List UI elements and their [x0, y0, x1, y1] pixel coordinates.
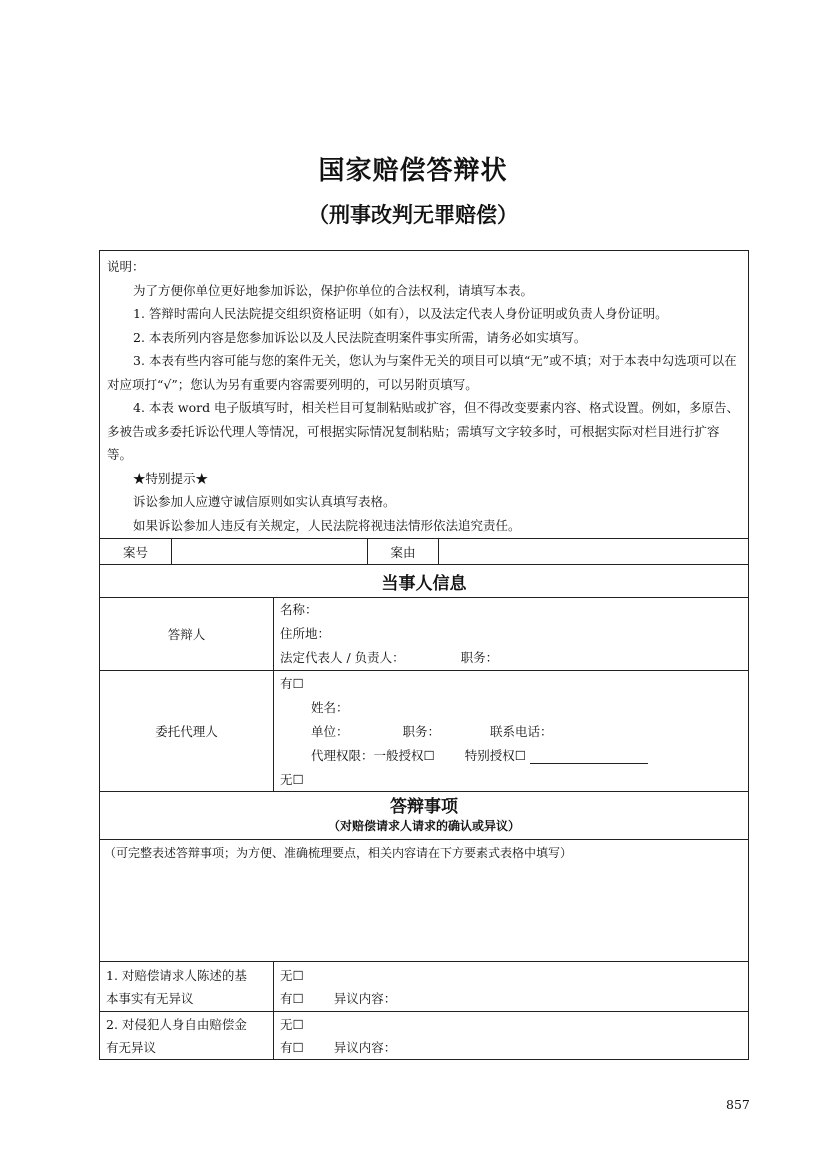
question-1-line-2: 本事实有无异议 [106, 991, 194, 1006]
question-2-label [100, 1012, 273, 1059]
question-1-label [100, 962, 273, 1011]
defense-section-heading: 答辩事项 [390, 797, 458, 817]
notes-heading: 说明： [107, 259, 145, 274]
question-1-none-checkbox[interactable]: 无☐ [280, 968, 304, 983]
agent-name-label: 姓名： [311, 700, 349, 715]
party-section-heading: 当事人信息 [381, 573, 467, 594]
agent-has-checkbox[interactable]: 有☐ [280, 676, 304, 691]
special-authority-checkbox[interactable]: 特别授权☐ [464, 748, 526, 763]
notes-item-1: 1. 答辩时需向人民法院提交组织资格证明（如有），以及法定代表人身份证明或负责人身份证明。 [133, 306, 668, 321]
defense-form [99, 250, 749, 1060]
special-notice-2: 如果诉讼参加人违反有关规定，人民法院将视违法情形依法追究责任。 [133, 517, 521, 533]
agent-position-label: 职务： [402, 724, 441, 739]
question-1-line-1: 1. 对赔偿请求人陈述的基 [106, 968, 247, 983]
agent-label: 委托代理人 [155, 724, 218, 739]
legal-rep-position-label: 职务： [460, 650, 499, 665]
agent-phone-label: 联系电话： [490, 724, 553, 739]
question-2-has-checkbox[interactable]: 有☐ [280, 1040, 304, 1055]
notes-cell [100, 251, 748, 538]
question-1-row [100, 961, 748, 1011]
agent-none-checkbox[interactable]: 无☐ [280, 772, 304, 787]
case-number-field[interactable] [171, 539, 367, 564]
defense-text-area[interactable] [100, 840, 748, 961]
special-notice-1: 诉讼参加人应遵守诚信原则如实认真填写表格。 [133, 494, 396, 509]
case-cause-field[interactable] [438, 539, 748, 564]
notes-row [100, 251, 748, 538]
question-2-objection-label: 异议内容： [333, 1040, 397, 1055]
question-2-none-checkbox[interactable]: 无☐ [280, 1017, 304, 1032]
page-subtitle: （刑事改判无罪赔偿） [308, 202, 518, 227]
question-2-answer [273, 1012, 748, 1059]
question-1-objection-label: 异议内容： [333, 991, 397, 1006]
notes-item-3: 3. 本表有些内容可能与您的案件无关，您认为与案件无关的项目可以填“无”或不填；对于本表中勾选项可以在对应项打“√”；您认为另有重要内容需要列明的，可以另附页填写。 [107, 353, 737, 392]
special-authority-line[interactable] [530, 749, 648, 764]
page-title: 国家赔偿答辩状 [318, 156, 508, 186]
general-authority-checkbox[interactable]: 代理权限：一般授权☐ [311, 748, 435, 763]
respondent-address-label: 住所地： [280, 626, 331, 641]
question-2-line-1: 2. 对侵犯人身自由赔偿金 [106, 1017, 247, 1032]
notes-item-4: 4. 本表 word 电子版填写时，相关栏目可复制粘贴或扩容，但不得改变要素内容、格式设置。例如，多原告、多被告或多委托诉讼代理人等情况，可根据实际情况复制粘贴；需填写文字较多时，可根据实际对栏目进行扩容等。 [107, 400, 740, 462]
respondent-label: 答辩人 [167, 627, 206, 642]
defense-section-row [100, 791, 748, 839]
respondent-row [100, 597, 748, 670]
defense-section-subheading: （对赔偿请求人请求的确认或异议） [327, 819, 520, 833]
defense-hint: （可完整表述答辩事项；为方便、准确梳理要点，相关内容请在下方要素式表格中填写） [104, 846, 573, 860]
page-number: 857 [726, 1097, 750, 1112]
question-2-row [100, 1011, 748, 1059]
agent-row [100, 670, 748, 791]
question-2-line-2: 有无异议 [106, 1040, 157, 1055]
notes-intro: 为了方便你单位更好地参加诉讼，保护你单位的合法权利，请填写本表。 [133, 282, 534, 298]
special-notice-title: ★特别提示★ [133, 470, 209, 486]
respondent-name-label: 名称： [280, 602, 318, 617]
case-row [100, 538, 748, 564]
agent-fields [273, 671, 748, 791]
agent-unit-label: 单位： [311, 724, 349, 739]
defense-text-row [100, 839, 748, 961]
question-1-has-checkbox[interactable]: 有☐ [280, 991, 304, 1006]
notes-item-2: 2. 本表所列内容是您参加诉讼以及人民法院查明案件事实所需，请务必如实填写。 [133, 329, 587, 345]
party-section-row [100, 564, 748, 597]
legal-rep-label: 法定代表人 / 负责人： [280, 650, 405, 665]
respondent-fields[interactable] [273, 598, 748, 670]
case-cause-label: 案由 [367, 539, 438, 564]
case-number-label: 案号 [122, 544, 148, 560]
question-1-answer [273, 962, 748, 1011]
